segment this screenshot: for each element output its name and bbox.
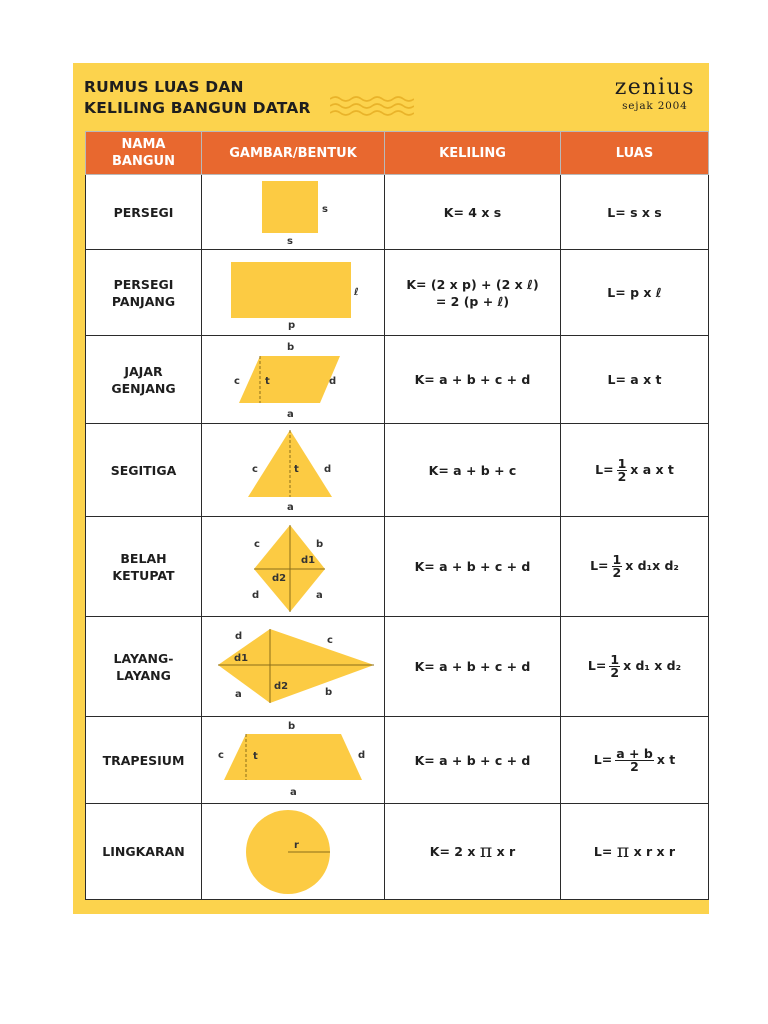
- title-line-1: RUMUS LUAS DAN: [84, 78, 244, 96]
- rhombus-shape: [202, 517, 385, 616]
- fraction: $\frac{1}{2}$: [610, 652, 620, 680]
- svg-text:b: b: [325, 687, 333, 698]
- svg-text:t: t: [294, 464, 299, 475]
- trapezoid-shape: [202, 717, 385, 803]
- table-row: [86, 804, 709, 900]
- perimeter-formula: K= (2 x p) + (2 x ℓ) = 2 (p + ℓ): [385, 250, 561, 336]
- svg-text:s: s: [287, 236, 293, 247]
- svg-text:b: b: [287, 342, 295, 353]
- column-header-area: LUAS: [561, 132, 709, 175]
- svg-text:d: d: [358, 750, 366, 761]
- svg-text:d: d: [324, 464, 332, 475]
- svg-text:t: t: [253, 751, 258, 762]
- svg-text:c: c: [218, 750, 224, 761]
- svg-text:c: c: [254, 539, 260, 550]
- svg-text:a: a: [290, 787, 297, 798]
- svg-text:d: d: [235, 631, 243, 642]
- formula-card: [73, 63, 709, 914]
- svg-text:d2: d2: [274, 681, 289, 692]
- svg-text:p: p: [288, 320, 296, 331]
- shape-name: LAYANG- LAYANG: [86, 617, 202, 717]
- svg-text:a: a: [235, 689, 242, 700]
- svg-text:b: b: [288, 721, 296, 732]
- shape-cell: [202, 336, 385, 424]
- shape-name: PERSEGI: [86, 175, 202, 250]
- table-row: [86, 617, 709, 717]
- svg-text:b: b: [316, 539, 324, 550]
- svg-text:a: a: [316, 590, 323, 601]
- svg-text:a: a: [287, 502, 294, 513]
- column-header-name: NAMA BANGUN: [86, 132, 202, 175]
- svg-text:c: c: [234, 376, 240, 387]
- svg-text:ℓ: ℓ: [354, 287, 359, 298]
- page-title: [84, 77, 311, 119]
- fraction: $\frac{a + b}{2}$: [616, 745, 653, 774]
- shape-name: TRAPESIUM: [86, 717, 202, 804]
- area-formula: L= $\frac{1}{2}$ x d₁x d₂: [561, 517, 709, 617]
- perimeter-formula: K= 2 x π x r: [385, 804, 561, 900]
- shape-cell: [202, 250, 385, 336]
- perimeter-formula: K= a + b + c + d: [385, 617, 561, 717]
- shape-cell: [202, 517, 385, 617]
- table-row: [86, 517, 709, 617]
- fraction: $\frac{1}{2}$: [612, 552, 622, 580]
- svg-text:c: c: [327, 635, 333, 646]
- area-formula: L= s x s: [561, 175, 709, 250]
- shape-name: PERSEGI PANJANG: [86, 250, 202, 336]
- wave-decoration-icon: [330, 94, 414, 120]
- table-row: [86, 717, 709, 804]
- square-shape: [202, 175, 385, 249]
- shape-name: SEGITIGA: [86, 424, 202, 517]
- shape-cell: [202, 804, 385, 900]
- shape-name: JAJAR GENJANG: [86, 336, 202, 424]
- triangle-shape: [202, 424, 385, 516]
- area-formula: L= $\frac{1}{2}$ x a x t: [561, 424, 709, 517]
- brand-logo: [615, 76, 695, 113]
- table-header-row: [86, 132, 709, 175]
- perimeter-formula: K= a + b + c + d: [385, 336, 561, 424]
- svg-text:c: c: [252, 464, 258, 475]
- kite-shape: [202, 617, 385, 716]
- area-formula: L= p x ℓ: [561, 250, 709, 336]
- area-formula: L= $\frac{a + b}{2}$ x t: [561, 717, 709, 804]
- shape-cell: [202, 424, 385, 517]
- brand-since: sejak 2004: [622, 100, 688, 112]
- svg-text:d: d: [252, 590, 260, 601]
- table-row: [86, 175, 709, 250]
- formula-table: [85, 131, 709, 900]
- area-formula: L= π x r x r: [561, 804, 709, 900]
- svg-text:d1: d1: [301, 555, 316, 566]
- title-line-2: KELILING BANGUN DATAR: [84, 99, 311, 117]
- perimeter-formula: K= a + b + c: [385, 424, 561, 517]
- perimeter-formula: K= a + b + c + d: [385, 517, 561, 617]
- svg-text:d2: d2: [272, 573, 287, 584]
- pi-symbol: π: [616, 840, 630, 862]
- perimeter-formula: K= a + b + c + d: [385, 717, 561, 804]
- svg-text:s: s: [322, 204, 328, 215]
- shape-cell: [202, 717, 385, 804]
- column-header-perimeter: KELILING: [385, 132, 561, 175]
- svg-text:r: r: [294, 840, 299, 851]
- table-row: [86, 424, 709, 517]
- table-row: [86, 250, 709, 336]
- svg-text:t: t: [265, 376, 270, 387]
- shape-name: BELAH KETUPAT: [86, 517, 202, 617]
- area-formula: L= $\frac{1}{2}$ x d₁ x d₂: [561, 617, 709, 717]
- column-header-shape: GAMBAR/BENTUK: [202, 132, 385, 175]
- parallelogram-shape: [202, 336, 385, 423]
- rectangle-shape: [202, 250, 385, 335]
- shape-name: LINGKARAN: [86, 804, 202, 900]
- svg-text:d: d: [329, 376, 337, 387]
- fraction: $\frac{1}{2}$: [617, 455, 627, 484]
- shape-cell: [202, 175, 385, 250]
- perimeter-formula: K= 4 x s: [385, 175, 561, 250]
- circle-shape: [202, 804, 385, 899]
- table-row: [86, 336, 709, 424]
- svg-text:a: a: [287, 409, 294, 420]
- brand-name: zenius: [614, 75, 695, 100]
- svg-text:d1: d1: [234, 653, 249, 664]
- pi-symbol: π: [479, 840, 493, 862]
- area-formula: L= a x t: [561, 336, 709, 424]
- shape-cell: [202, 617, 385, 717]
